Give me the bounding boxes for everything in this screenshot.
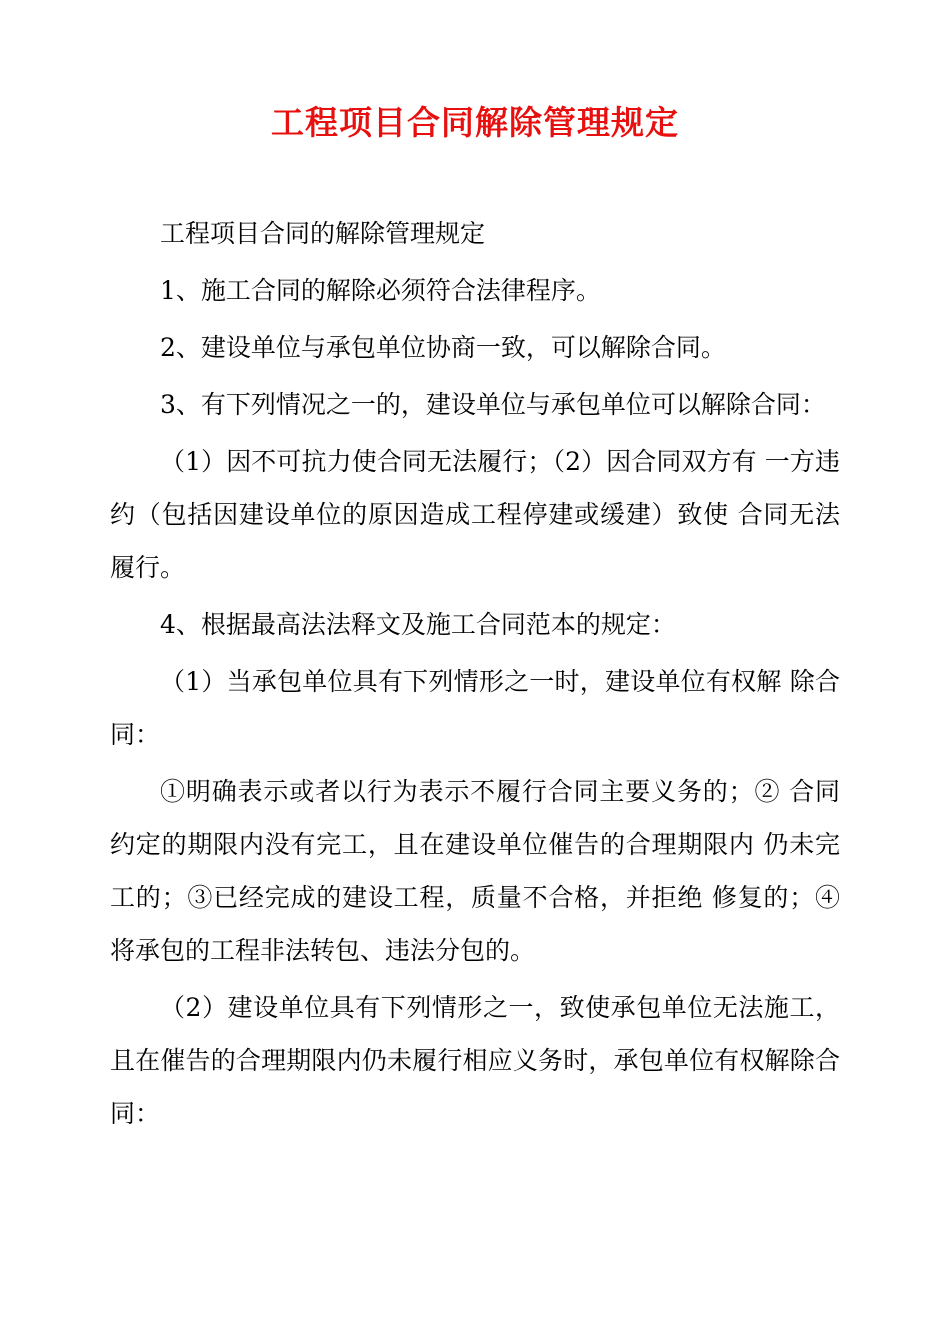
paragraph-item-2: 2、建设单位与承包单位协商一致，可以解除合同。 <box>160 333 726 362</box>
paragraph-item-4: 4、根据最高法法释文及施工合同范本的规定： <box>160 610 676 639</box>
document-title: 工程项目合同解除管理规定 <box>271 103 679 142</box>
document-body <box>110 207 840 1144</box>
paragraph-item-4-1: （1）当承包单位具有下列情形之一时，建设单位有权解 除合同： <box>110 667 840 749</box>
paragraph-item-3-detail: （1）因不可抗力使合同无法履行；（2）因合同双方有 一方违约（包括因建设单位的原因造成工程停建或缓建）致使 合同无法履行。 <box>110 447 840 582</box>
paragraph-heading: 工程项目合同的解除管理规定 <box>160 219 486 248</box>
paragraph-item-4-1-detail: ①明确表示或者以行为表示不履行合同主要义务的；② 合同约定的期限内没有完工，且在建设单位催告的合理期限内 仍未完工的；③已经完成的建设工程，质量不合格，并拒绝 修复的；④将承包的工程非法转包、违法分包的。 <box>110 777 840 965</box>
paragraph-item-4-2: （2）建设单位具有下列情形之一，致使承包单位无法施工，且在催告的合理期限内仍未履行相应义务时，承包单位有权解除合同： <box>110 993 840 1128</box>
paragraph-item-3: 3、有下列情况之一的，建设单位与承包单位可以解除合同： <box>160 390 826 419</box>
paragraph-item-1: 1、施工合同的解除必须符合法律程序。 <box>160 276 601 305</box>
